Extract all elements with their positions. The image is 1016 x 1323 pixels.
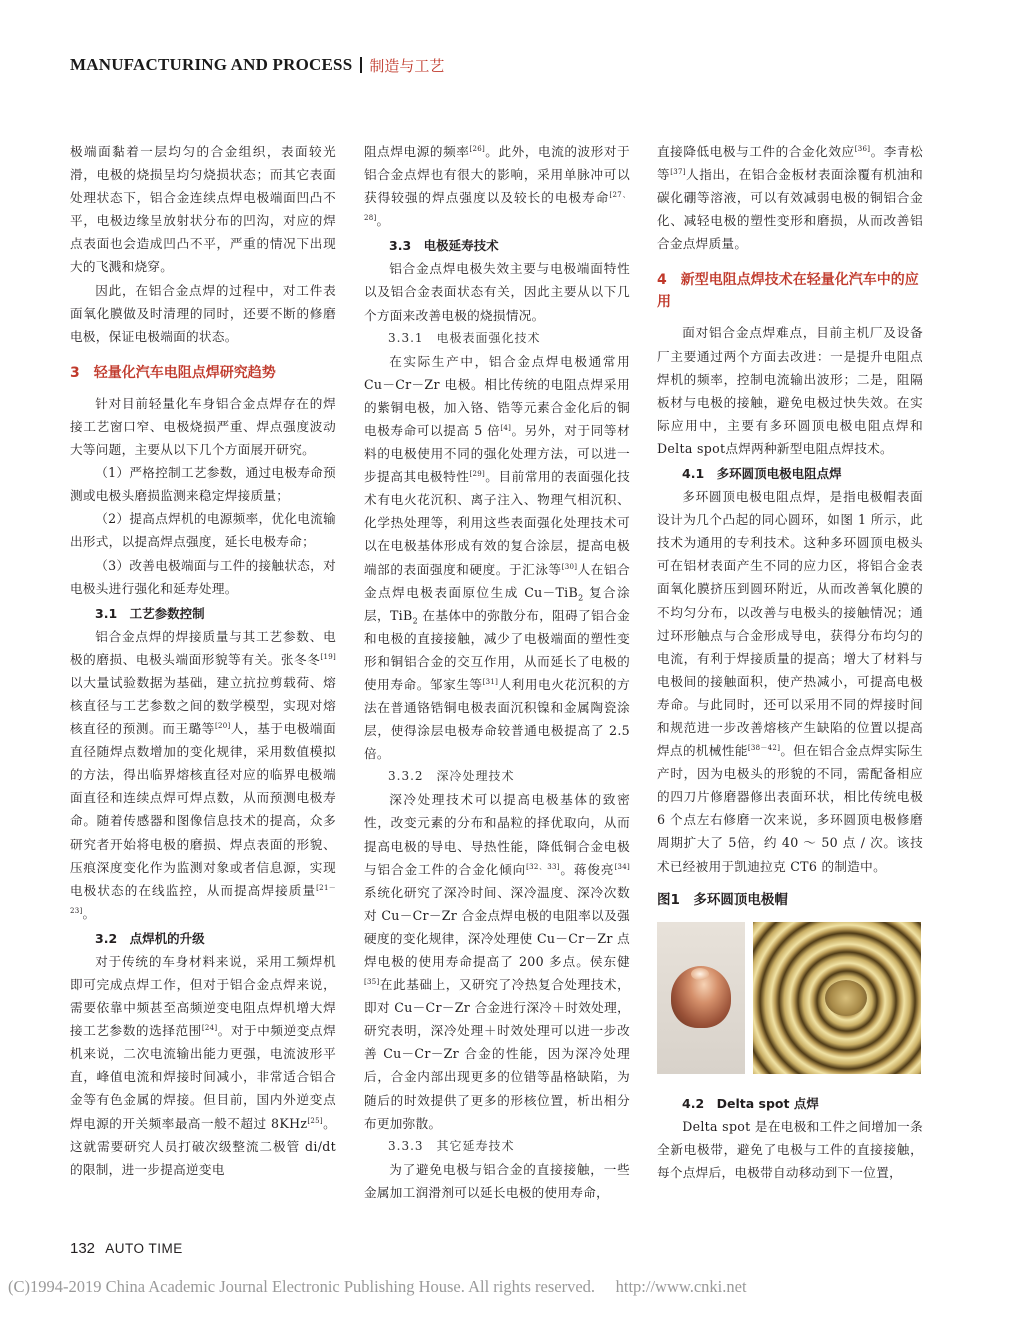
subsection-heading-3-2: 3.2 点焊机的升级	[95, 930, 205, 946]
paragraph: 阻点焊电源的频率[26]。此外，电流的波形对于铝合金点焊也有很大的影响，采用单脉冲可以获得较强的焊点强度以及较长的电极寿命[27、28]。	[364, 144, 631, 229]
citation: [4]	[500, 423, 512, 432]
paragraph: 深冷处理技术可以提高电极基体的致密性，改变元素的分布和晶粒的择优取向，从而提高电极的导电、导热性能，降低铜合金电极与铝合金工件的合金化倾向[32、33]。蒋俊亮[34]系统化研究了深冷时间、深冷温度、深冷次数对 Cu－Cr－Zr 合金点焊电极的电阻率以及强硬度的变化规律，深冷处理使 Cu－Cr－Zr 点焊电极的使用寿命提高了 200 多点。侯东健[35]在此基础上，又研究了冷热复合处理技术，即对 Cu－Cr－Zr 合金进行深冷＋时效处理，研究表明，深冷处理＋时效处理可以进一步改善 Cu－Cr－Zr 合金的性能，因为深冷处理后，合金内部出现更多的位错等晶格缺陷，为随后的时效提供了更多的形核位置，析出相分布更加弥散。	[364, 792, 631, 1131]
paragraph: Delta spot 是在电极和工件之间增加一条全新电极带，避免了电极与工件的直接接触，每个点焊后，电极带自动移动到下一位置，	[657, 1118, 923, 1180]
paragraph: 在实际生产中，铝合金点焊电极通常用 Cu－Cr－Zr 电极。相比传统的电阻点焊采用的紫铜电极，加入铬、锆等元素合金化后的铜电极寿命可以提高 5 倍[4]。另外，对于同等材料的电极使用不同的强化处理方法，可以进一步提高其电极特性[29]。目前常用的表面强化技术有电火花沉积、离子注入、物理气相沉积、化学热处理等，利用这些表面强化处理技术可以在电极基体形成有效的复合涂层，提高电极端部的表面强度和硬度。于汇泳等[30]人在铝合金点焊电极表面原位生成 Cu－TiB$_2$ 复合涂层，TiB$_2$ 在基体中的弥散分布，阻碍了铝合金和电极的直接接触，减少了电极端面的塑性变形和铜铝合金的交互作用，从而延长了电极的使用寿命。邹家生等[31]人利用电火花沉积的方法在普通铬锆铜电极表面沉积镍和金属陶瓷涂层，使得涂层电极寿命较普通电极提高了 2.5 倍。	[364, 353, 631, 762]
list-item: （1）严格控制工艺参数，通过电极寿命预测或电极头磨损监测来稳定焊接质量；	[70, 465, 336, 504]
running-header	[70, 52, 444, 78]
electrode-cap-photo	[657, 922, 745, 1074]
citation: [30]	[561, 562, 578, 571]
citation: [32、33]	[526, 862, 560, 871]
paragraph: 因此，在铝合金点焊的过程中，对工件表面氧化膜做及时清理的同时，还要不断的修磨电极，保证电极端面的状态。	[70, 282, 336, 344]
section-title-en: MANUFACTURING AND PROCESS	[70, 55, 353, 74]
paragraph: 极端面黏着一层均匀的合金组织，表面较光滑，电极的烧损呈均匀烧损状态；而其它表面处理状态下，铝合金连续点焊电极端面凹凸不平，电极边缘呈放射状分布的凹沟，对应的焊点表面也会造成凹凸不平，严重的情况下出现大的飞溅和烧穿。	[70, 144, 336, 275]
subsubsection-heading-3-3-2: 3.3.2 深冷处理技术	[388, 769, 515, 784]
header-divider	[360, 57, 362, 73]
paragraph: 对于传统的车身材料来说，采用工频焊机即可完成点焊工作，但对于铝合金点焊来说，需要依靠中频甚至高频逆变电阻点焊机增大焊接工艺参数的选择范围[24]。对于中频逆变点焊机来说，二次电流输出能力更强，电流波形平直，峰值电流和焊接时间减小，非常适合铝合金等有色金属的焊接。但目前，国内外逆变点焊电源的开关频率最高一般不超过 8KHz[25]。这就需要研究人员打破次级整流二极管 di/dt 的限制，进一步提高逆变电	[70, 953, 337, 1177]
citation: [19]	[320, 652, 336, 661]
paragraph: 面对铝合金点焊难点，目前主机厂及设备厂主要通过两个方面去改进：一是提升电阻点焊机的频率，控制电流输出波形；二是，阻隔板材与电极的接触，避免电极过快失效。在实际应用中，主要有多环圆顶电极电阻点焊和Delta spot点焊两种新型电阻点焊技术。	[657, 325, 923, 456]
section-title-cn: 制造与工艺	[369, 56, 445, 75]
citation: [25]	[307, 1116, 323, 1125]
citation: [36]	[854, 144, 871, 153]
column-1	[70, 140, 336, 1181]
electrode-rings-closeup-photo	[753, 922, 921, 1074]
paragraph: 针对目前轻量化车身铝合金点焊存在的焊接工艺窗口窄、电极烧损严重、焊点强度波动大等问题，主要从以下几个方面展开研究。	[70, 395, 336, 458]
citation: [26]	[469, 144, 486, 153]
citation: [27、28]	[364, 191, 631, 223]
subsection-heading-4-2: 4.2 Delta spot 点焊	[682, 1095, 819, 1111]
subsubsection-heading-3-3-3: 3.3.3 其它延寿技术	[388, 1138, 515, 1153]
citation: [38－42]	[747, 743, 781, 752]
citation: [20]	[214, 721, 231, 730]
list-item: （2）提高点焊机的电源频率，优化电流输出形式，以提高焊点强度，延长电极寿命；	[70, 511, 336, 550]
copyright-watermark: (C)1994-2019 China Academic Journal Electronic Publishing House. All rights reserved. http://www.cnki.net	[8, 1277, 747, 1296]
paragraph: 多环圆顶电极电阻点焊，是指电极帽表面设计为几个凸起的同心圆环，如图 1 所示，此技术为通用的专利技术。这种多环圆顶电极头可在铝材表面产生不同的应力区，将铝合金表面氧化膜挤压到圆环附近，从而改善氧化膜的不均匀分布，以改善与电极头的接触情况；通过环形触点与合金形成导电，获得分布均匀的电流，有利于焊接质量的提高；增大了材料与电极间的接触面积，使产热减小，可提高电极寿命。与此同时，还可以采用不同的焊接时间和规范进一步改善熔核产生缺陷的位置以提高焊点的机械性能[38－42]。但在铝合金点焊实际生产时，因为电极头的形貌的不同，需配备相应的四刀片修磨器修出表面环状，相比传统电极 6 个点左右修磨一次来说，多环圆顶电极修磨周期扩大了 5倍，约 40 ～ 50 点 / 次。该技术已经被用于凯迪拉克 CT6 的制造中。	[657, 489, 923, 874]
figure-caption: 图1 多环圆顶电极帽	[657, 891, 788, 908]
paragraph: 铝合金点焊的焊接质量与其工艺参数、电极的磨损、电极头端面形貌等有关。张冬冬[19]以大量试验数据为基础，建立抗拉剪载荷、熔核直径与工艺参数之间的数学模型，实现对熔核直径的预测。而王璐等[20]人，基于电极端面直径随焊点数增加的变化规律，采用数值模拟的方法，得出临界熔核直径对应的临界电极端面直径和连续点焊可焊点数，从而预测电极寿命。随着传感器和图像信息技术的提高，众多研究者开始将电极的磨损、焊点表面的形貌、压痕深度变化作为监测对象或者信息源，实现电极状态的在线监控，从而提高焊接质量[21－23]。	[70, 628, 336, 921]
citation: [37]	[670, 167, 686, 176]
citation: [34]	[614, 862, 631, 871]
citation: [21－23]	[70, 883, 336, 915]
subsection-heading-4-1: 4.1 多环圆顶电极电阻点焊	[682, 466, 842, 482]
paragraph: 为了避免电极与铝合金的直接接触，一些金属加工润滑剂可以延长电极的使用寿命，	[364, 1161, 630, 1200]
paragraph: 直接降低电极与工件的合金化效应[36]。李青松等[37]人指出，在铝合金板材表面涂覆有机油和碳化硼等溶液，可以有效减弱电极的铜铝合金化、减轻电极的塑性变形和磨损，从而改善铝合金点焊质量。	[657, 144, 924, 252]
page-footer	[70, 1240, 183, 1257]
publication-name: AUTO TIME	[105, 1241, 183, 1256]
section-heading-3: 3 轻量化汽车电阻点焊研究趋势	[70, 364, 276, 381]
list-item: （3）改善电极端面与工件的接触状态，对电极头进行强化和延寿处理。	[70, 557, 336, 596]
figure-1	[657, 922, 923, 1074]
column-2	[364, 140, 630, 1204]
column-3	[657, 140, 923, 1184]
subsubsection-heading-3-3-1: 3.3.1 电极表面强化技术	[388, 330, 541, 345]
citation: [24]	[201, 1024, 218, 1032]
citation: [31]	[482, 677, 499, 686]
subsection-heading-3-1: 3.1 工艺参数控制	[95, 605, 205, 621]
citation: [35]	[364, 977, 380, 986]
subsection-heading-3-3: 3.3 电极延寿技术	[389, 238, 499, 254]
section-heading-4: 4 新型电阻点焊技术在轻量化汽车中的应用	[657, 272, 919, 311]
page-number: 132	[70, 1240, 96, 1257]
paragraph: 铝合金点焊电极失效主要与电极端面特性以及铝合金表面状态有关，因此主要从以下几个方面来改善电极的烧损情况。	[364, 261, 630, 323]
citation: [29]	[469, 469, 486, 478]
